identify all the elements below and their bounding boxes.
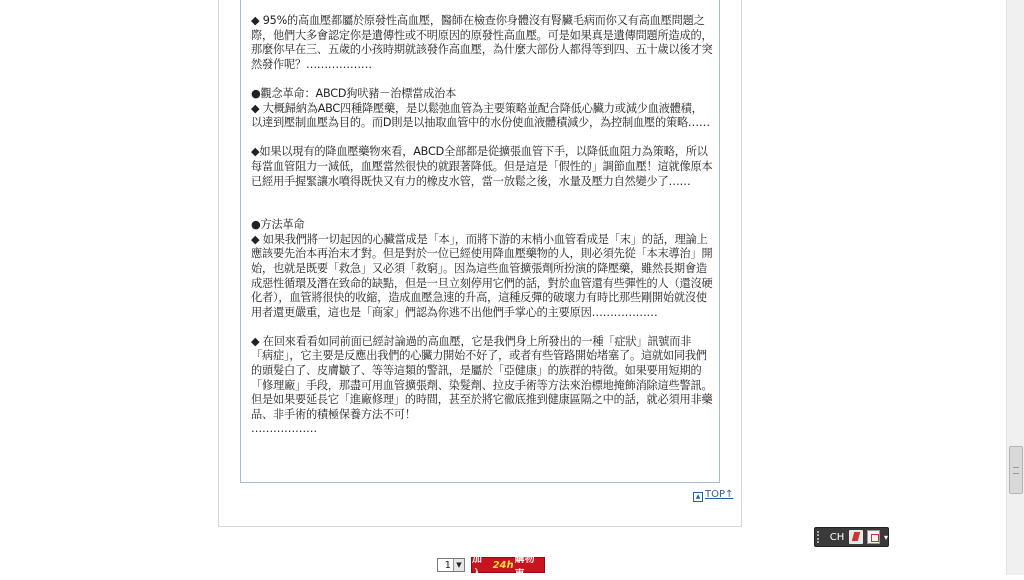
- add-to-cart-prefix: 加入: [472, 554, 482, 580]
- article-content: [251, 14, 713, 452]
- section-heading-method: ●方法革命: [251, 218, 305, 232]
- dropdown-arrow-icon[interactable]: ▼: [453, 559, 464, 571]
- paragraph-5-tail: ………………: [251, 422, 317, 436]
- grip-icon[interactable]: [817, 531, 825, 543]
- paragraph-3: ◆如果以現有的降血壓藥物來看，ABCD全部都是從擴張血管下手，以降低血阻力為策略，所以每當血管阻力一減低，血壓當然很快的就跟著降低。但是這是「假性的」調節血壓！這就像原本已經用手握緊讓水噴得既快又有力的橡皮水管，當一放鬆之後，水量及壓力自然變少了……: [251, 145, 713, 188]
- add-to-cart-button[interactable]: [471, 554, 545, 580]
- ime-icon[interactable]: [849, 530, 862, 544]
- language-indicator[interactable]: CH: [829, 531, 845, 543]
- quantity-value: 1: [444, 559, 451, 571]
- options-arrow-icon[interactable]: ▾: [883, 532, 888, 542]
- vertical-scrollbar[interactable]: [1006, 0, 1024, 575]
- ime-mode-icon[interactable]: [867, 530, 880, 544]
- paragraph-2: ◆ 大概歸納為ABC四種降壓藥，是以鬆弛血管為主要策略並配合降低心臟力或減少血液體積，以達到壓制血壓為目的。而D則是以抽取血管中的水份使血液體積減少，為控制血壓的策略……: [251, 101, 710, 130]
- add-to-cart-suffix: 購物車: [514, 554, 535, 580]
- language-bar[interactable]: [814, 527, 889, 547]
- paragraph-4: ◆ 如果我們將一切起因的心臟當成是「本」，而將下游的末梢小血管看成是「末」的話，理論上應該要先治本再治末才對。但是對於一位已經使用降血壓藥物的人，則必須先從「本末導治」開始，也就是既要「救急」又必須「救窮」。因為這些血管擴張劑所扮演的降壓藥，雖然長期會造成惡性循環及潛在致命的缺點，但是一旦立刻停用它們的話，對於血管還有些彈性的人（還沒硬化者），血管將很快的收縮，造成血壓急速的升高，這種反彈的破壞力有時比那些剛開始就沒使用者還更嚴重，這也是「商家」們認為你逃不出他們手掌心的主要原因………………: [251, 232, 713, 319]
- back-to-top-link[interactable]: [693, 489, 733, 502]
- top-arrow-icon: ▲: [693, 492, 703, 502]
- paragraph-5: ◆ 在回來看看如同前面已經討論過的高血壓，它是我們身上所發出的一種「症狀」訊號而非「病症」，它主要是反應出我們的心臟力開始不好了，或者有些管路開始堵塞了。這就如同我們的頭髮白了、皮膚皺了、等等這類的警訊，是屬於「亞健康」的族群的特徵。如果要用短期的「修理廠」手段，那盡可用血管擴張劑、染髮劑、拉皮手術等方法來治標地掩飾消除這些警訊。但是如果要延長它「進廠修理」的時間，甚至於將它徹底推到健康區隔之中的話，就必須用非藥品、非手術的積極保養方法不可！: [251, 334, 713, 421]
- scrollbar-thumb[interactable]: [1009, 446, 1023, 494]
- back-to-top-label: TOP↑: [705, 489, 734, 500]
- quantity-select[interactable]: [437, 558, 465, 572]
- paragraph-1: ◆ 95%的高血壓都屬於原發性高血壓，醫師在檢查你身體沒有腎臟毛病而你又有高血壓問題之際，他們大多會認定你是遺傳性或不明原因的原發性高血壓。可是如果真是遺傳問題所造成的，那麼你早在三、五歲的小孩時期就該發作高血壓，為什麼大部份人都得等到四、五十歲以後才突然發作呢？………………: [251, 14, 713, 71]
- add-to-cart-highlight: 24h: [492, 559, 514, 571]
- section-heading-concept: ●觀念革命：ABCD狗吠豬－治標當成治本: [251, 86, 457, 100]
